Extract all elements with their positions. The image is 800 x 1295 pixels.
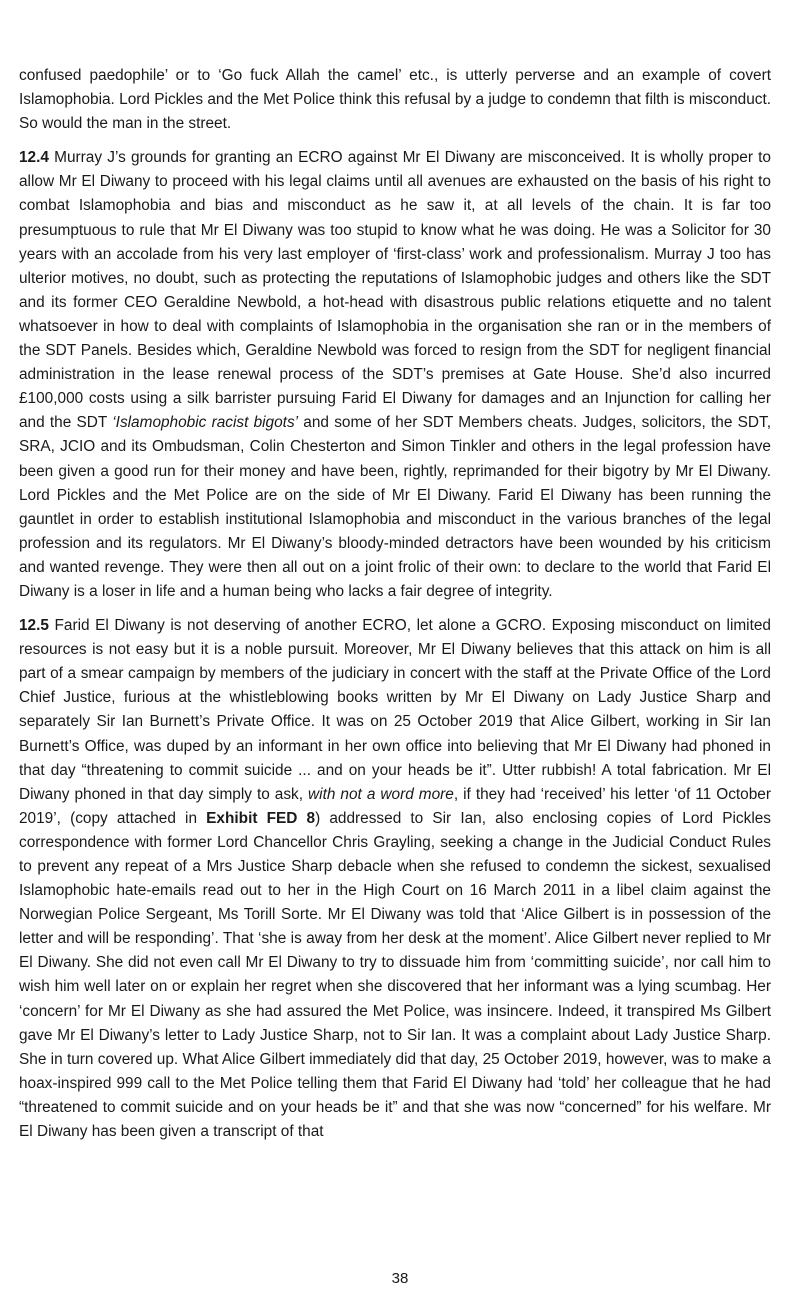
body-text: Farid El Diwany is not deserving of another ECRO, let alone a GCRO. Exposing misconduct on limited resources is not easy but it is a noble pursuit. Moreover, Mr El Diwany believes that this attack on him is all part of a smear campaign by members of the judiciary in concert with the staff at the Private Office of the Lord Chief Justice, furious at the whistleblowing books written by Mr El Diwany on Lady Justice Sharp and separately Sir Ian Burnett’s Private Office. It was on 25 October 2019 that Alice Gilbert, working in Sir Ian Burnett’s Office, was duped by an informant in her own office into believing that Mr El Diwany had phoned in that day “threatening to commit suicide ... and on your heads be it”. Utter rubbish! A total fabrication. Mr El Diwany phoned in that day simply to ask, bbox=[19, 617, 771, 803]
body-text: confused paedophile’ or to ‘Go fuck Allah the camel’ etc., is utterly perverse and an example of covert Islamophobia. Lord Pickles and the Met Police think this refusal by a judge to condemn that filth is misconduct. So would the man in the street. bbox=[19, 67, 771, 133]
body-text: ) addressed to Sir Ian, also enclosing copies of Lord Pickles correspondence with former Lord Chancellor Chris Grayling, seeking a change in the Judicial Conduct Rules to prevent any repeat of a Mrs Justice Sharp debacle when she refused to condemn the sickest, sexualised Islamophobic hate-emails read out to her in the High Court on 16 March 2011 in a libel claim against the Norwegian Police Sergeant, Ms Torill Sorte. Mr El Diwany was told that ‘Alice Gilbert is in possession of the letter and will be responding’. That ‘she is away from her desk at the moment’. Alice Gilbert never replied to Mr El Diwany. She did not even call Mr El Diwany to try to dissuade him from ‘committing suicide’, nor call him to wish him well later on or explain her regret when she discovered that her informant was a lying scumbag. Her ‘concern’ for Mr El Diwany as she had assured the Met Police, was insincere. Indeed, it transpired Ms Gilbert gave Mr El Diwany’s letter to Lady Justice Sharp, not to Sir Ian. It was a complaint about Lady Justice Sharp. She in turn covered up. What Alice Gilbert immediately did that day, 25 October 2019, however, was to make a hoax-inspired 999 call to the Met Police telling them that Farid El Diwany had ‘told’ her colleague that he had “threatened to commit suicide and on your heads be it” and that she was now “concerned” for his welfare. Mr El Diwany has been given a transcript of that bbox=[19, 809, 771, 1141]
bold-text: 12.4 bbox=[19, 149, 49, 167]
paragraph-12-5 bbox=[19, 614, 771, 1144]
page-number: 38 bbox=[391, 1270, 409, 1287]
paragraph-continuation bbox=[19, 64, 771, 136]
bold-text: 12.5 bbox=[19, 617, 49, 635]
body-text: , if they had ‘received’ his letter ‘of 11 October 2019’, (copy attached in bbox=[19, 785, 771, 827]
body-text: and some of her SDT Members cheats. Judges, solicitors, the SDT, SRA, JCIO and its Ombudsman, Colin Chesterton and Simon Tinkler and others in the legal profession have been given a good run for their money and have been, rightly, reprimanded for their bigotry by Mr El Diwany. Lord Pickles and the Met Police are on the side of Mr El Diwany. Farid El Diwany has been running the gauntlet in order to establish institutional Islamophobia and misconduct in the various branches of the legal profession and its regulators. Mr El Diwany’s bloody-minded detractors have been wounded by his criticism and wanted revenge. They were then all out on a joint frolic of their own: to declare to the world that Farid El Diwany is a loser in life and a human being who lacks a fair degree of integrity. bbox=[19, 414, 771, 600]
body-text: Murray J’s grounds for granting an ECRO against Mr El Diwany are misconceived. It is wholly proper to allow Mr El Diwany to proceed with his legal claims until all avenues are exhausted on the basis of his right to combat Islamophobia and bias and misconduct as he saw it, at all levels of the chain. It is far too presumptuous to rule that Mr El Diwany was too stupid to know what he was doing. He was a Solicitor for 30 years with an accolade from his very last employer of ‘first-class’ work and professionalism. Murray J too has ulterior motives, no doubt, such as protecting the reputations of Islamophobic judges and others like the SDT and its former CEO Geraldine Newbold, a hot-head with disastrous public relations etiquette and no talent whatsoever in how to deal with complaints of Islamophobia in the organisation she ran or in the members of the SDT Panels. Besides which, Geraldine Newbold was forced to resign from the SDT for negligent financial administration in the lease renewal process of the SDT’s premises at Gate House. She’d also incurred £100,000 costs using a silk barrister pursuing Farid El Diwany for damages and an Injunction for calling her and the SDT bbox=[19, 149, 771, 432]
italic-text: with not a word more bbox=[308, 785, 454, 803]
paragraph-12-4 bbox=[19, 146, 771, 604]
document-page bbox=[19, 64, 771, 1154]
bold-text: Exhibit FED 8 bbox=[206, 809, 316, 827]
italic-text: ‘Islamophobic racist bigots’ bbox=[112, 414, 299, 432]
